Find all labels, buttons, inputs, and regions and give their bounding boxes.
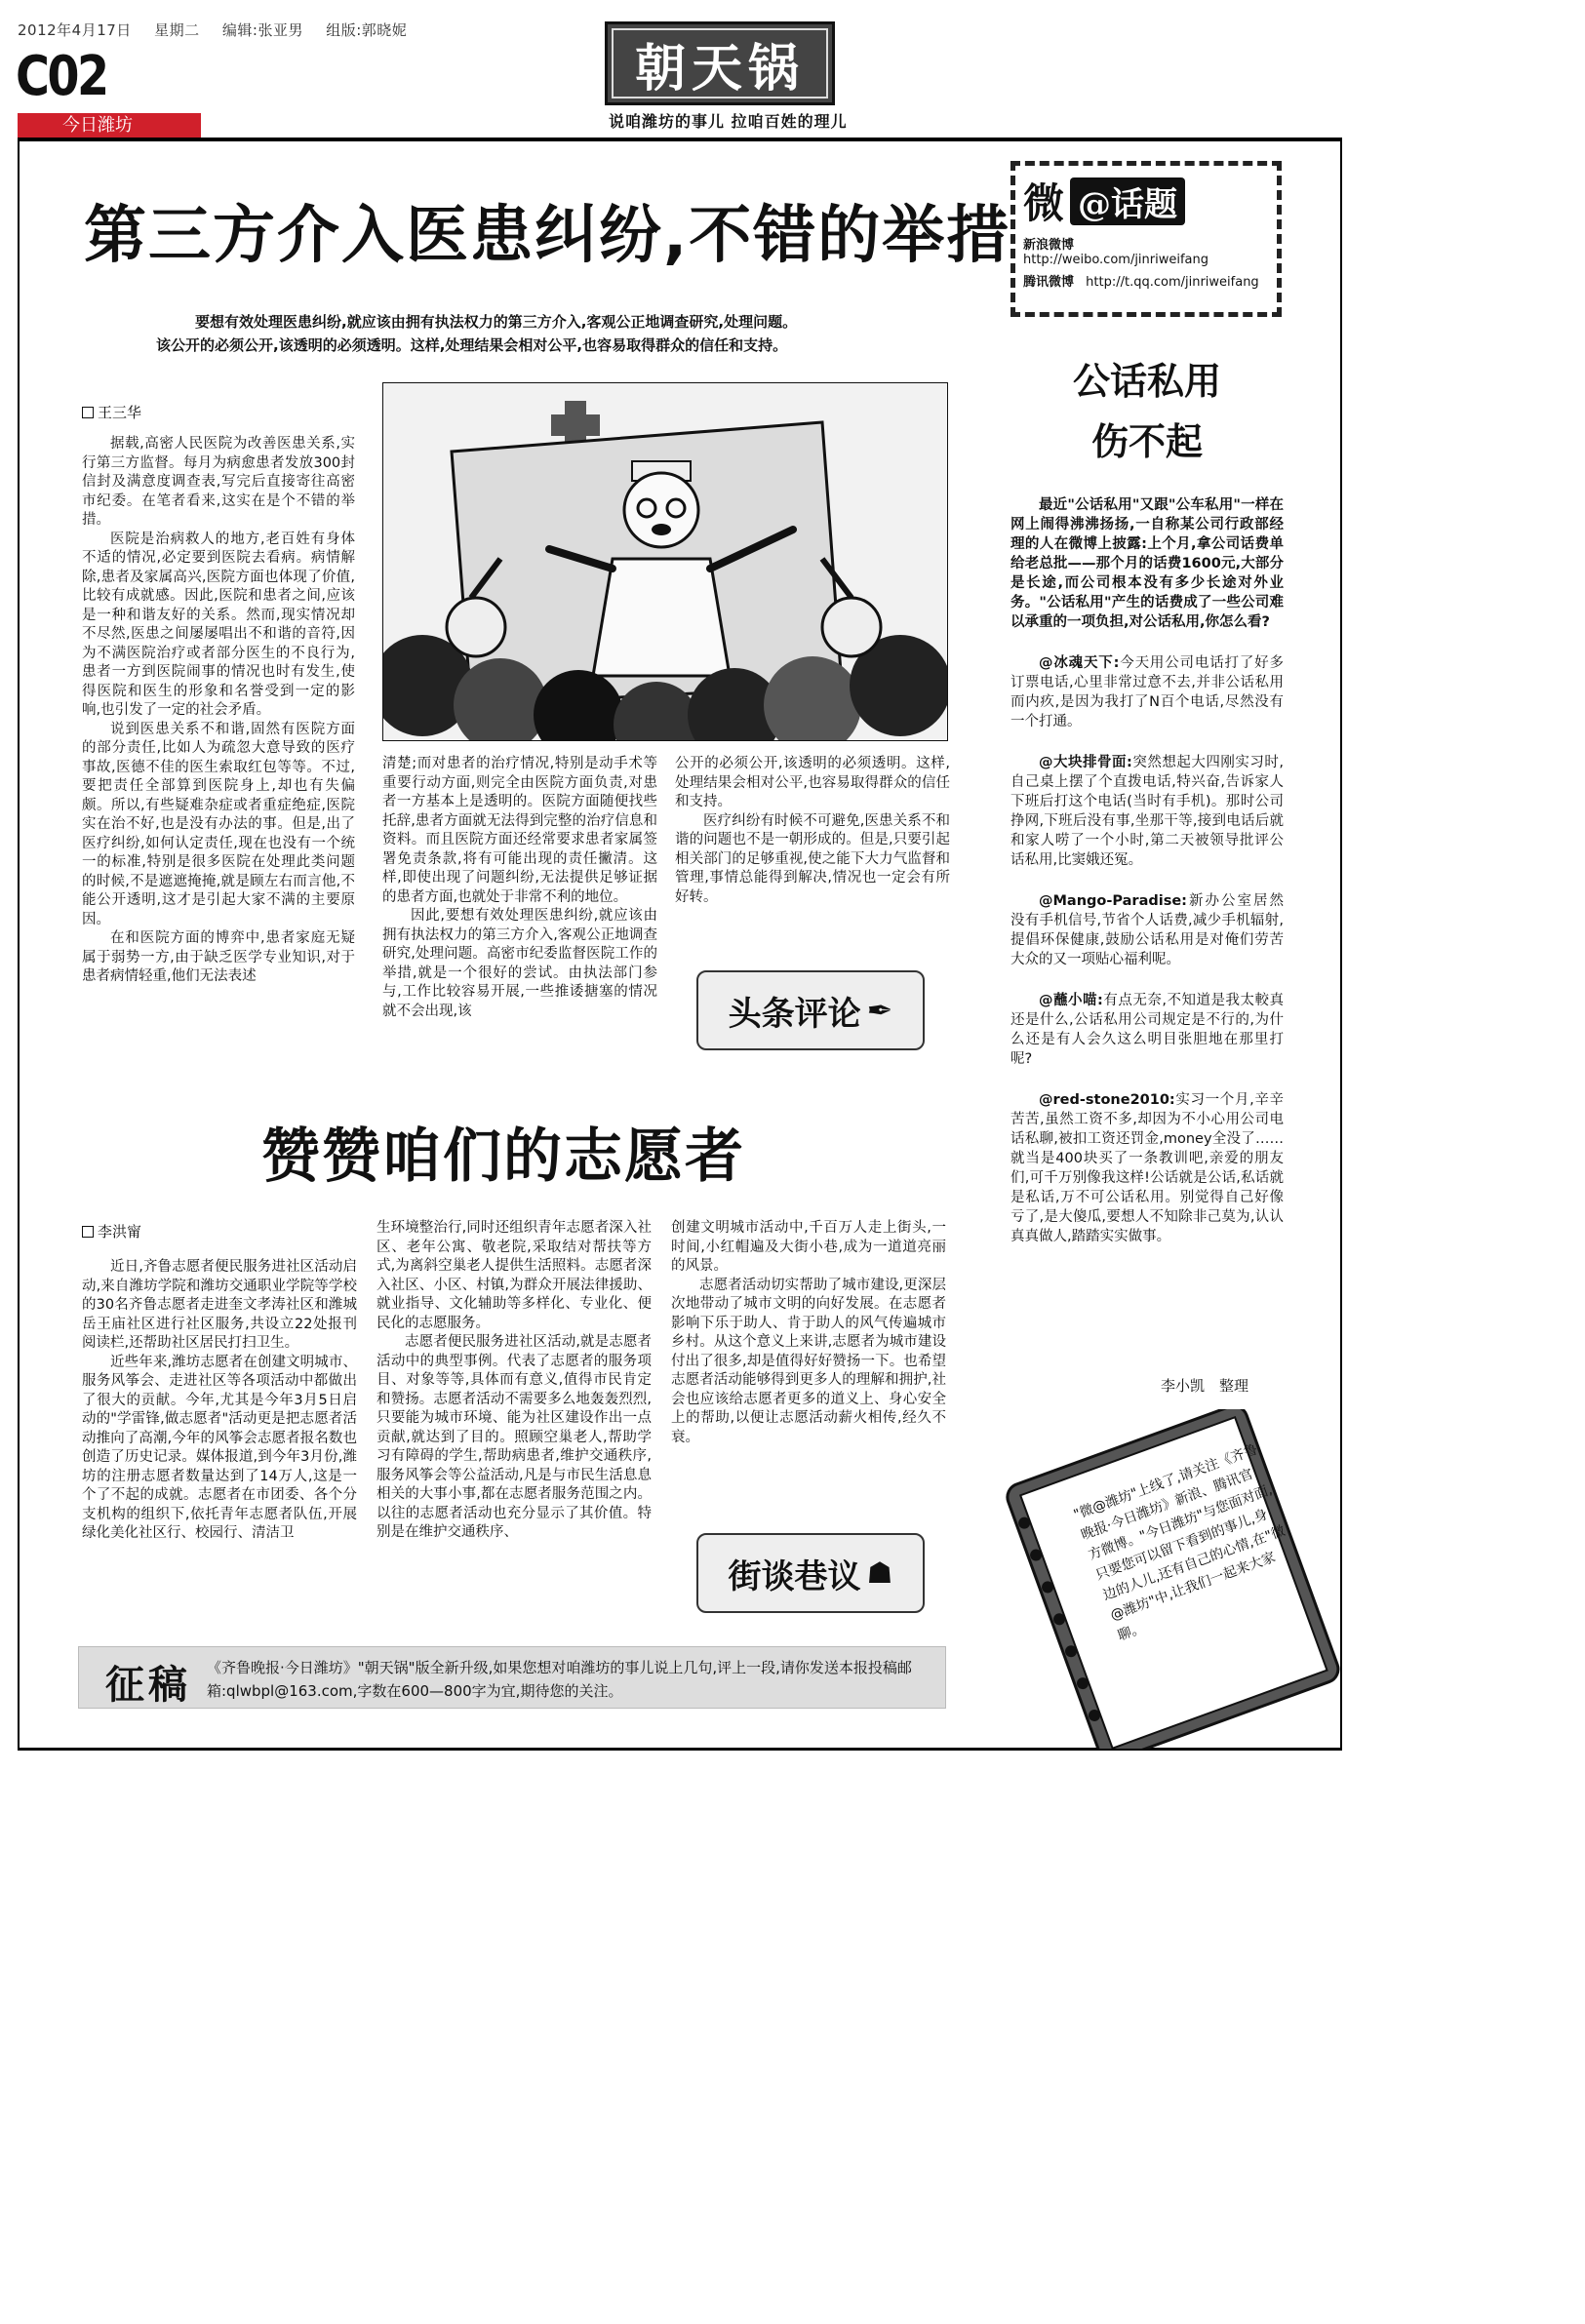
article1-para: 医院是治病救人的地方,老百姓有身体不适的情况,必定要到医院去看病。病情解除,患者及家属高兴,医院方面也体现了价值,比较有成就感。因此,医院和患者之间,应该是一种和谐友好的关系。然而,现实情况却不尽然,医患之间屡屡唱出不和谐的音符,因为不满医院治疗或者部分医生的不良行为,患者一方到医院闹事的情况也时有发生,使得医院和医生的形象和名誉受到一定的影响,也引发了一定的社会矛盾。 (82, 531, 355, 718)
weibo-post (1010, 1090, 1284, 1246)
brand-slogan: 说咱潍坊的事儿 拉咱百姓的理儿 (609, 112, 848, 131)
section-tab: 今日潍坊 (18, 113, 201, 138)
sina-weibo-row (1023, 234, 1269, 267)
post-handle: @大块排骨面: (1039, 755, 1132, 770)
article2-col3 (671, 1219, 946, 1447)
article2-byline: 李洪甯 (82, 1221, 141, 1241)
stamp-label: 街谈巷议 (728, 1556, 861, 1596)
sidebar-title-line1: 公话私用 (1072, 360, 1221, 403)
issue-weekday: 星期二 (154, 21, 200, 39)
sidebar-signature: 李小凯 整理 (1161, 1377, 1249, 1395)
article1-para: 清楚;而对患者的治疗情况,特别是动手术等重要行动方面,则完全由医院方面负责,对患者一方基本上是透明的。医院方面随便找些托辞,患者方面就无法得到完整的治疗信息和资料。而且医院方面还经常要求患者家属签署免责条款,将有可能出现的责任撇清。这样,即使出现了问题纠纷,无法提供足够证据的患者方面,也就处于非常不利的地位。 (382, 756, 657, 905)
article2-title: 赞赞咱们的志愿者 (261, 1123, 745, 1191)
weibo-post (1010, 753, 1284, 870)
article2-col2 (376, 1219, 652, 1543)
tencent-label: 腾讯微博 (1023, 275, 1075, 290)
headline-comment-stamp (696, 970, 925, 1050)
article1-lead (156, 310, 956, 357)
post-text: 今天用公司电话打了好多订票电话,心里非常过意不去,并非公话私用而内疚,是因为我打了N百个电话,尽然没有一个打通。 (1010, 655, 1284, 729)
tencent-url[interactable]: http://t.qq.com/jinriweifang (1086, 275, 1259, 290)
article1-lead-2: 该公开的必须公开,该透明的必须透明。这样,处理结果会相对公平,也容易取得群众的信任和支持。 (156, 336, 788, 354)
post-text: 新办公室居然没有手机信号,节省个人话费,减少手机辐射,提倡环保健康,鼓励公话私用是对俺们劳苦大众的又一项贴心福利呢。 (1010, 893, 1284, 967)
weibo-topic-box (1010, 161, 1282, 317)
article1-col3 (675, 755, 950, 907)
sina-label: 新浪微博 (1023, 238, 1075, 253)
post-handle: @蘸小喵: (1039, 993, 1103, 1008)
weibo-tag: @话题 (1070, 177, 1185, 225)
article2-para: 近日,齐鲁志愿者便民服务进社区活动启动,来自潍坊学院和潍坊交通职业学院等学校的30名齐鲁志愿者走进奎文孝涛社区和潍城岳王庙社区进行社区服务,共设立22处报刊阅读栏,还帮助社区居民打扫卫生。 (82, 1259, 357, 1351)
article2-para: 生环境整治行,同时还组织青年志愿者深入社区、老年公寓、敬老院,采取结对帮扶等方式,为离斜空巢老人提供生活照料。志愿者深入社区、小区、村镇,为群众开展法律援助、就业指导、文化辅助等多样化、专业化、便民化的志愿服务。 (376, 1220, 652, 1331)
article1-para: 说到医患关系不和谐,固然有医院方面的部分责任,比如人为疏忽大意导致的医疗事故,医德不佳的医生索取红包等等。不过,要把责任全部算到医院身上,却也有失偏颇。所以,有些疑难杂症或者重症绝症,医院实在治不好,也是没有办法的事。但是,出了医疗纠纷,如何认定责任,现在也没有一个统一的标准,特别是很多医院在处理此类问题的时候,不是遮遮掩掩,就是顾左右而言他,不能公开透明,这才是引起大家不满的主要原因。 (82, 721, 355, 927)
post-handle: @red-stone2010: (1039, 1092, 1175, 1108)
brand-name: 朝天锅 (612, 28, 828, 98)
tencent-weibo-row (1023, 271, 1269, 290)
brand-logo (605, 21, 835, 105)
call-for-papers-label: 征稿 (105, 1662, 191, 1708)
street-talk-stamp (696, 1533, 925, 1613)
article1-title: 第三方介入医患纠纷,不错的举措 (84, 200, 1011, 272)
article1-col1 (82, 435, 355, 987)
article2-col1 (82, 1258, 357, 1544)
quill-icon: ✒ (866, 992, 893, 1029)
sidebar-posts (1010, 495, 1284, 1268)
weibo-post (1010, 653, 1284, 731)
cartoon-image (383, 383, 947, 740)
person-icon: ☗ (866, 1556, 893, 1591)
article2-para: 志愿者便民服务进社区活动,就是志愿者活动中的典型事例。代表了志愿者的服务项目、对象等等,具体而有意义,值得市民肯定和赞扬。志愿者活动不需要多么地轰轰烈烈,只要能为城市环境、能为社区建设作出一点贡献,就达到了目的。照顾空巢老人,帮助学习有障碍的学生,帮助病患者,维护交通秩序,服务风筝会等公益活动,凡是与市民生活息息相关的大事小事,都在志愿者服务范围之内。以往的志愿者活动也充分显示了其价值。特别是在维护交通秩序、 (376, 1334, 652, 1540)
call-for-papers-text: 《齐鲁晚报·今日潍坊》"朝天锅"版全新升级,如果您想对咱潍坊的事儿说上几句,评上一段,请你发送本报投稿邮箱:qlwbpl@163.com,字数在600—800字为宜,期待您的关注。 (207, 1659, 912, 1700)
issue-editor: 编辑:张亚男 (221, 21, 303, 39)
article1-para: 医疗纠纷有时候不可避免,医患关系不和谐的问题也不是一朝形成的。但是,只要引起相关部门的足够重视,使之能下大力气监督和管理,事情总能得到解决,情况也一定会有所好转。 (675, 812, 950, 905)
article2-para: 近些年来,潍坊志愿者在创建文明城市、服务风筝会、走进社区等各项活动中都做出了很大的贡献。今年,尤其是今年3月5日启动的"学雷锋,做志愿者"活动更是把志愿者活动推向了高潮,今年的风筝会志愿者报名数也创造了历史记录。媒体报道,到今年3月份,潍坊的注册志愿者数量达到了14万人,这是一个了不起的成就。志愿者在市团委、各个分支机构的组织下,依托青年志愿者队伍,开展绿化美化社区行、校园行、清洁卫 (82, 1354, 357, 1541)
notebook-text: "微@潍坊"上线了,请关注《齐鲁晚报·今日潍坊》新浪、腾讯官方微博。"今日潍坊"与您面对面,只要您可以留下看到的事儿,身边的人儿,还有自己的心情,在"微@潍坊"中,让我们一起来大家聊。 (1071, 1441, 1288, 1644)
article2-para: 志愿者活动切实帮助了城市建设,更深层次地带动了城市文明的向好发展。在志愿者影响下乐于助人、肯于助人的风气传遍城市乡村。从这个意义上来讲,志愿者为城市建设付出了很多,却是值得好好赞扬一下。也希望志愿者活动能够得到更多人的理解和拥护,社会也应该给志愿者更多的道义上、身心安全上的帮助,以便让志愿活动薪火相传,经久不衰。 (671, 1277, 946, 1445)
post-text: 有点无奈,不知道是我太較真还是什么,公话私用公司规定是不行的,为什么还是有人会久这么明目张胆地在那里打呢? (1010, 993, 1284, 1067)
sidebar-title (1010, 351, 1284, 472)
article2-para: 创建文明城市活动中,千百万人走上街头,一时间,小红帽遍及大街小巷,成为一道道亮丽的风景。 (671, 1220, 946, 1274)
weibo-post (1010, 991, 1284, 1069)
weibo-post (1010, 891, 1284, 969)
article1-para: 据载,高密人民医院为改善医患关系,实行第三方监督。每月为病愈患者发放300封信封及满意度调查表,写完后直接寄往高密市纪委。在笔者看来,这实在是个不错的举措。 (82, 436, 355, 528)
weibo-topic-heading (1023, 172, 1269, 230)
doctor-crowd-illustration (382, 382, 948, 741)
post-text: 突然想起大四刚实习时,自己桌上摆了个直拨电话,特兴奋,告诉家人下班后打这个电话(当时有手机)。那时公司挣网,下班后没有事,坐那干等,接到电话后就和家人唠了一个小时,第二天被领导批评公话私用,比窦娥还冤。 (1010, 755, 1284, 868)
issue-date: 2012年4月17日 (18, 21, 132, 39)
post-handle: @Mango-Paradise: (1039, 893, 1187, 909)
article1-col2 (382, 755, 657, 1021)
post-text: 实习一个月,辛辛苦苦,虽然工资不多,却因为不小心用公司电话私聊,被扣工资还罚金,money全没了……就当是400块买了一条教训吧,亲爱的朋友们,可千万别像我这样!公话就是公话,私话就是私话,万不可公话私用。别觉得自己好像亏了,是大傻瓜,要想人不知除非己莫为,认认真真做人,踏踏实实做事。 (1010, 1092, 1284, 1244)
post-handle: @冰魂天下: (1039, 655, 1120, 671)
article1-lead-1: 要想有效处理医患纠纷,就应该由拥有执法权力的第三方介入,客观公正地调查研究,处理问题。 (195, 313, 798, 331)
weibo-char: 微 (1023, 179, 1065, 227)
article1-para: 公开的必须公开,该透明的必须透明。这样,处理结果会相对公平,也容易取得群众的信任和支持。 (675, 756, 950, 809)
article1-para: 在和医院方面的博弈中,患者家庭无疑属于弱势一方,由于缺乏医学专业知识,对于患者病情轻重,他们无法表述 (82, 930, 355, 984)
issue-layout: 组版:郭晓妮 (326, 21, 408, 39)
sidebar-title-line2: 伤不起 (1090, 420, 1203, 463)
issue-meta (18, 20, 424, 40)
stamp-label: 头条评论 (728, 994, 861, 1034)
article1-byline: 王三华 (82, 402, 141, 422)
notebook-graphic (944, 1409, 1342, 1751)
sina-url[interactable]: http://weibo.com/jinriweifang (1023, 253, 1209, 267)
sidebar-intro: 最近"公话私用"又跟"公车私用"一样在网上闹得沸沸扬扬,一自称某公司行政部经理的人在微博上披露:上个月,拿公司话费单给老总批——那个月的话费1600元,大部分是长途,而公司根本没有多少长途对外业务。"公话私用"产生的话费成了一些公司难以承重的一项负担,对公话私用,你怎么看? (1010, 497, 1284, 630)
article1-para: 因此,要想有效处理医患纠纷,就应该由拥有执法权力的第三方介入,客观公正地调查研究,处理问题。高密市纪委监督医院工作的举措,就是一个很好的尝试。由执法部门参与,工作比较容易开展,一些推诿搪塞的情况就不会出现,该 (382, 908, 657, 1019)
page-number: C02 (16, 45, 107, 108)
